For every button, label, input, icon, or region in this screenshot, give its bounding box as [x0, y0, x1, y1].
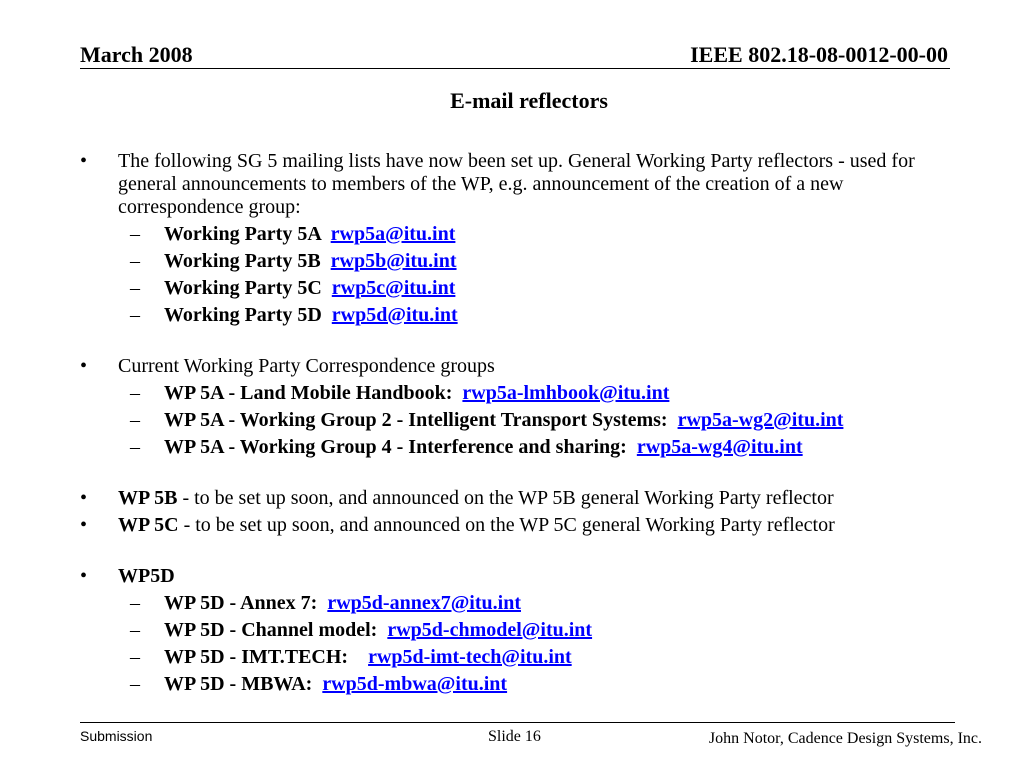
sub-item-label: WP 5A - Land Mobile Handbook: — [164, 382, 458, 404]
sub-item-imt-tech — [80, 646, 970, 669]
sub-item-wp5c — [80, 277, 970, 300]
header-doc-id: IEEE 802.18-08-0012-00-00 — [690, 42, 948, 67]
email-link[interactable]: rwp5d-imt-tech@itu.int — [368, 646, 572, 668]
sub-item-wg2 — [80, 409, 970, 432]
bullet-wp5d — [80, 565, 970, 588]
dash-marker: – — [130, 277, 140, 299]
footer-author: John Notor, Cadence Design Systems, Inc. — [708, 730, 982, 747]
bullet-text: Current Working Party Correspondence groups — [118, 355, 495, 377]
dash-marker: – — [130, 619, 140, 641]
sub-item-wg4 — [80, 436, 970, 459]
bullet-wp5b — [80, 487, 970, 510]
sub-item-label: WP 5D - IMT.TECH: — [164, 646, 364, 668]
dash-marker: – — [130, 304, 140, 326]
slide-body — [80, 150, 970, 696]
email-link[interactable]: rwp5c@itu.int — [331, 277, 456, 299]
header-rule — [80, 68, 950, 69]
bullet-marker: • — [80, 355, 88, 377]
dash-marker: – — [130, 382, 140, 404]
page-title: E-mail reflectors — [450, 88, 608, 113]
dash-marker: – — [130, 223, 140, 245]
dash-marker: – — [130, 673, 140, 695]
dash-marker: – — [130, 592, 140, 614]
footer-rule — [80, 722, 955, 723]
bullet-text: - to be set up soon, and announced on the WP 5C general Working Party reflector — [178, 514, 835, 536]
sub-item-label: Working Party 5B — [164, 250, 326, 272]
email-link[interactable]: rwp5a-wg2@itu.int — [677, 409, 844, 431]
footer-submission: Submission — [80, 728, 153, 744]
email-link[interactable]: rwp5a-wg4@itu.int — [636, 436, 803, 458]
sub-item-chmodel — [80, 619, 970, 642]
email-link[interactable]: rwp5d@itu.int — [331, 304, 458, 326]
sub-item-mbwa — [80, 673, 970, 696]
bullet-text: - to be set up soon, and announced on the WP 5B general Working Party reflector — [177, 487, 834, 509]
sub-item-label: WP 5D - MBWA: — [164, 673, 318, 695]
bullet-marker: • — [80, 514, 88, 536]
bullet-general-reflectors — [80, 150, 970, 219]
bullet-bold-label: WP5D — [118, 565, 175, 587]
bullet-correspondence-groups — [80, 355, 970, 378]
dash-marker: – — [130, 250, 140, 272]
spacer — [80, 327, 970, 355]
header-date: March 2008 — [80, 42, 193, 67]
bullet-text: The following SG 5 mailing lists have now been set up. General Working Party reflectors - used for general announcements to members of the WP, e.g. announcement of the creation of a new correspondence group: — [118, 150, 915, 218]
sub-item-label: WP 5A - Working Group 2 - Intelligent Transport Systems: — [164, 409, 673, 431]
sub-item-lmhbook — [80, 382, 970, 405]
email-link[interactable]: rwp5a@itu.int — [330, 223, 456, 245]
email-link[interactable]: rwp5d-mbwa@itu.int — [322, 673, 508, 695]
sub-item-label: WP 5D - Annex 7: — [164, 592, 323, 614]
bullet-wp5c — [80, 514, 970, 537]
bullet-bold-label: WP 5B — [118, 487, 178, 509]
dash-marker: – — [130, 646, 140, 668]
sub-item-label: Working Party 5A — [164, 223, 326, 245]
sub-item-label: Working Party 5D — [164, 304, 327, 326]
email-link[interactable]: rwp5d-chmodel@itu.int — [387, 619, 593, 641]
spacer — [80, 459, 970, 487]
dash-marker: – — [130, 409, 140, 431]
footer-slide-number: Slide 16 — [488, 728, 541, 745]
bullet-marker: • — [80, 487, 88, 509]
bullet-marker: • — [80, 150, 88, 172]
bullet-marker: • — [80, 565, 88, 587]
sub-item-wp5a — [80, 223, 970, 246]
sub-item-annex7 — [80, 592, 970, 615]
bullet-bold-label: WP 5C — [118, 514, 179, 536]
spacer — [80, 537, 970, 565]
sub-item-wp5d — [80, 304, 970, 327]
sub-item-label: Working Party 5C — [164, 277, 327, 299]
dash-marker: – — [130, 436, 140, 458]
sub-item-wp5b — [80, 250, 970, 273]
email-link[interactable]: rwp5a-lmhbook@itu.int — [462, 382, 670, 404]
sub-item-label: WP 5D - Channel model: — [164, 619, 383, 641]
email-link[interactable]: rwp5b@itu.int — [330, 250, 457, 272]
email-link[interactable]: rwp5d-annex7@itu.int — [327, 592, 521, 614]
sub-item-label: WP 5A - Working Group 4 - Interference and sharing: — [164, 436, 632, 458]
